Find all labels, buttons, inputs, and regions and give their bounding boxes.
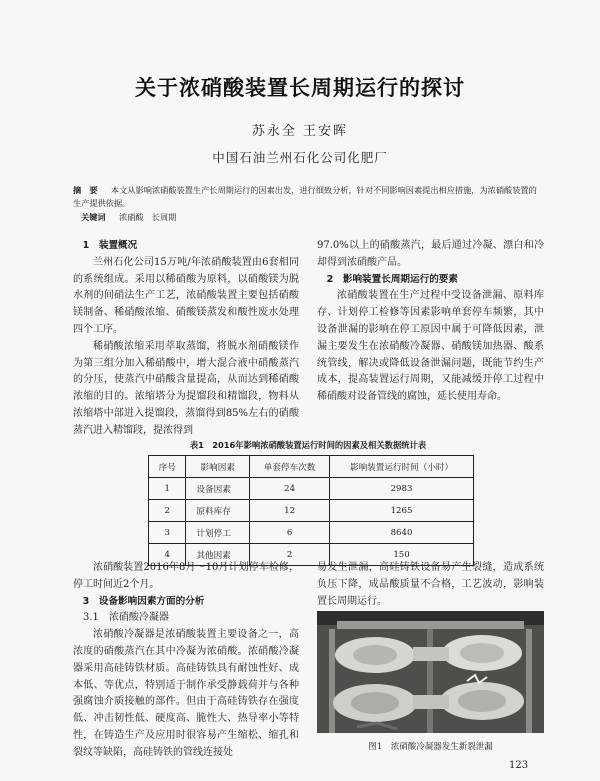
column-right-bottom [317,560,544,610]
figure-caption: 图1 浓硝酸冷凝器发生新裂泄漏 [368,742,493,752]
condenser-photo [317,611,544,733]
table-cell: 2 [149,500,186,522]
table-header-cell: 序号 [149,456,186,478]
keywords-label: 关键词 [81,212,106,222]
column-right-top [317,238,544,406]
keywords-text: 浓硝酸 长周期 [119,212,177,222]
table-cell: 其他因素 [186,544,250,566]
table-cell: 1 [149,478,186,500]
table-cell: 8640 [330,522,474,544]
table-header-cell: 影响因素 [186,456,250,478]
table-header-row [149,456,474,478]
table-row [149,478,474,500]
section-1-heading: 1 装置概况 [82,240,138,251]
table-header-cell: 单套停车次数 [250,456,330,478]
abstract-label: 摘 要 [73,185,98,195]
abstract [73,184,543,210]
table-cell: 4 [149,544,186,566]
table-cell: 6 [250,522,330,544]
page-number: 123 [509,760,529,771]
table-cell: 3 [149,522,186,544]
table-caption: 表1 2016年影响浓硝酸装置运行时间的因素及相关数据统计表 [189,440,427,450]
condenser-photo-image [317,611,544,733]
table-cell: 150 [330,544,474,566]
table-header-cell: 影响装置运行时间（小时） [330,456,474,478]
table-cell: 24 [250,478,330,500]
table-row [149,522,474,544]
section-2-paragraph-1: 浓硝酸装置在生产过程中受设备泄漏、原料库存、计划停工检修等因素影响单套停车频繁，其中设备泄漏的影响在停工原因中属于可降低因素，泄漏主要发生在浓硝酸冷凝器、硝酸镁加热器、酸系统管线，解决或降低设备泄漏问题，既能节约生产成本，提高装置运行周期，又能减缓开停工过程中稀硝酸对设备管线的腐蚀，延长使用寿命。 [317,290,544,403]
section-3-1-paragraph-1-continued: 易发生泄漏，高硅铸铁设备易产生裂缝，造成系统负压下降，成品酸质量不合格，工艺波动，影响装置长周期运行。 [317,562,544,607]
section-2-paragraph-2: 浓硝酸装置2016年8月～10月计划停车检修，停工时间近2个月。 [73,562,299,590]
keywords [81,212,541,223]
paper-authors: 苏永全 王安晖 [251,124,349,139]
table-cell: 原料库存 [186,500,250,522]
paper-affiliation: 中国石油兰州石化公司化肥厂 [212,150,388,165]
table-row [149,500,474,522]
column-left-bottom [73,560,299,762]
section-3-heading: 3 设备影响因素方面的分析 [82,595,205,607]
statistics-table [148,455,474,566]
table-cell: 2 [250,544,330,566]
paper-title: 关于浓硝酸装置长周期运行的探讨 [135,76,465,100]
section-2-heading: 2 影响装置长周期运行的要素 [326,273,458,285]
section-3-1-paragraph-1: 浓硝酸冷凝器是浓硝酸装置主要设备之一，高浓度的硝酸蒸汽在其中冷凝为浓硝酸。浓硝酸冷凝器采用高硅铸铁材质。高硅铸铁具有耐蚀性好、成本低、等优点，特别适于制作承受静载荷并与各种强腐蚀介质接触的部件。但由于高硅铸铁存在强度低、冲击韧性低、硬度高、脆性大、热导率小等特性，在铸造生产及应用时很容易产生缩松、缩孔和裂纹等缺陷，高硅铸铁的管线连接处 [73,629,299,758]
table-cell: 2983 [330,478,474,500]
table-cell: 12 [250,500,330,522]
table-cell: 计划停工 [186,522,250,544]
section-1-paragraph-2: 稀硝酸浓缩采用萃取蒸馏，将脱水剂硝酸镁作为第三组分加入稀硝酸中，增大混合液中硝酸蒸汽的分压，使蒸汽中硝酸含量提高，从而达到稀硝酸浓缩的目的。浓缩塔分为提馏段和精馏段，物料从浓缩塔中部进入提馏段，蒸馏得到85%左右的硝酸蒸汽进入精馏段，提浓得到 [73,340,299,436]
table-cell: 1265 [330,500,474,522]
section-1-paragraph-2-continued: 97.0%以上的硝酸蒸汽，最后通过冷凝、漂白和冷却得到浓硝酸产品。 [317,240,544,268]
section-1-paragraph-1: 兰州石化公司15万吨/年浓硝酸装置由6套相同的系统组成。采用以稀硝酸为原料，以硝酸镁为脱水剂的间硝法生产工艺，浓硝酸装置主要包括硝酸镁制备、稀硝酸浓缩、硝酸镁蒸发和酸性废水处理四个工序。 [73,256,299,335]
column-left-top [73,238,299,440]
section-3-1-heading: 3.1 浓硝酸冷凝器 [83,612,169,624]
table-cell: 设备因素 [186,478,250,500]
abstract-text: 本文从影响浓硝酸装置生产长周期运行的因素出发，进行细致分析，针对不同影响因素提出相应措施，为浓硝酸装置的生产提供依据。 [73,185,537,208]
